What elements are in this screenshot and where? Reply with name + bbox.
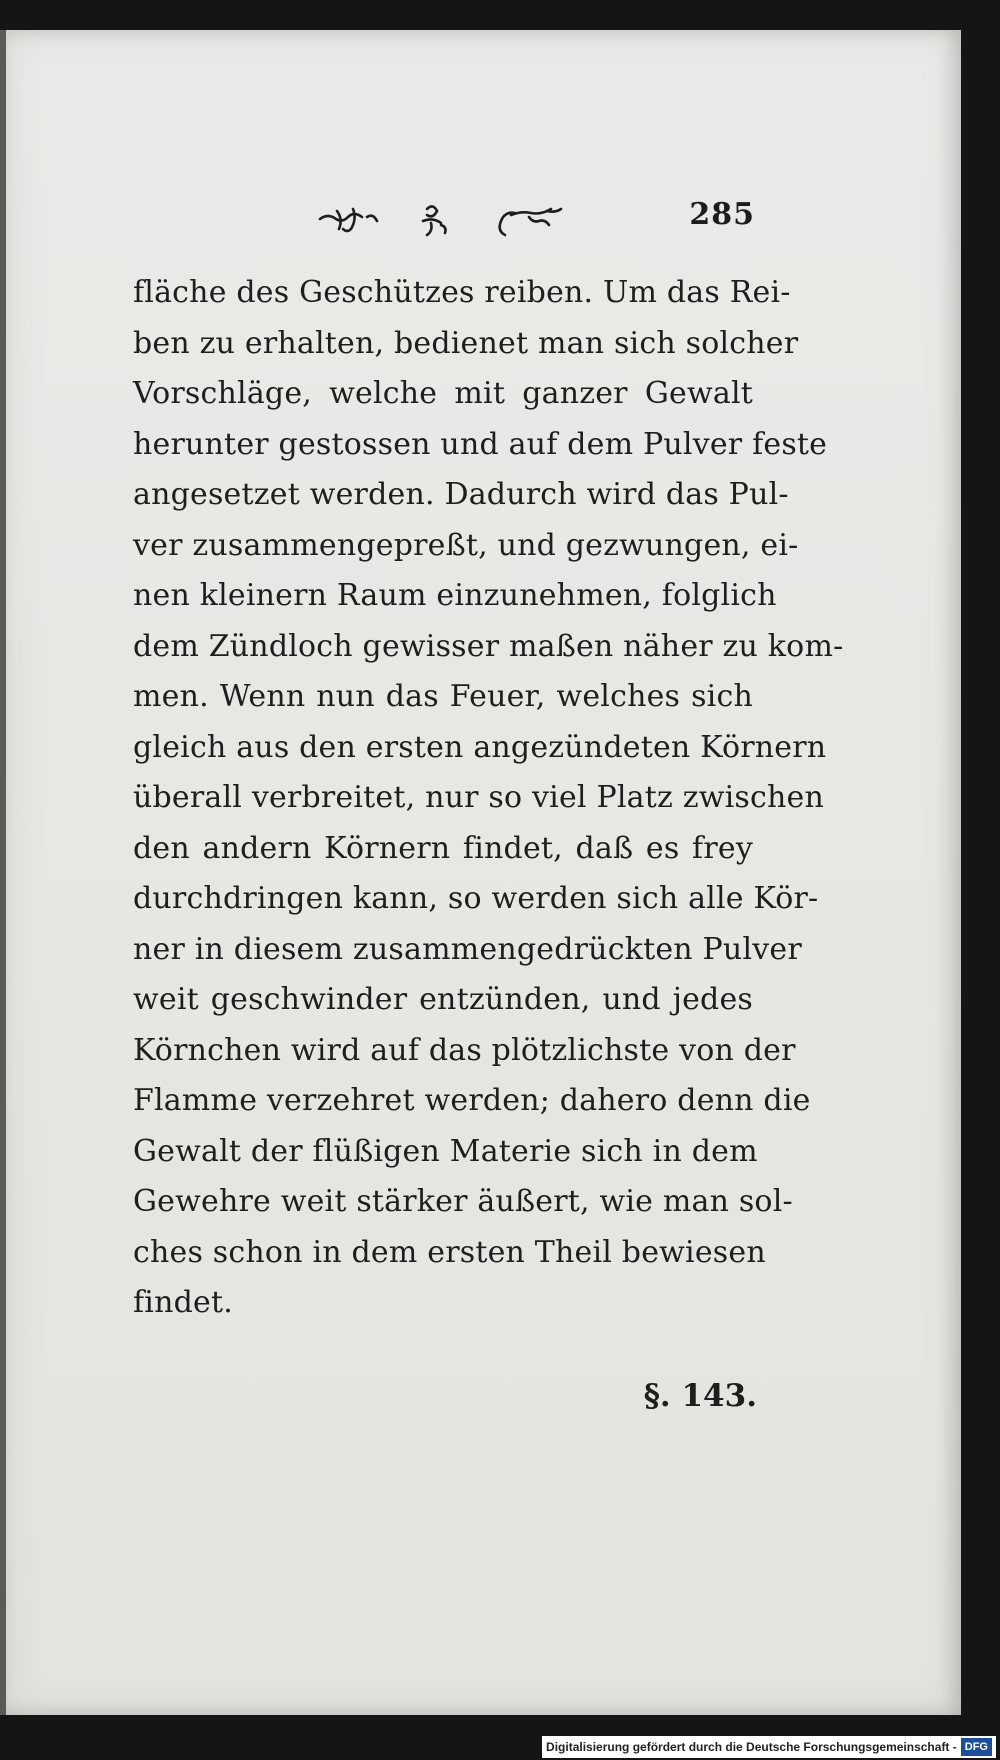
digitization-credit <box>542 1736 996 1758</box>
text-line: fläche des Geschützes reiben. Um das Rei- <box>133 275 791 310</box>
text-line: Vorschläge, welche mit ganzer Gewalt <box>133 376 753 411</box>
text-line: men. Wenn nun das Feuer, welches sich <box>133 679 753 714</box>
text-line: gleich aus den ersten angezündeten Körnern <box>133 729 827 765</box>
ornament-icon <box>315 195 575 239</box>
text-line: dem Zündloch gewisser maßen näher zu kom- <box>133 628 844 664</box>
text-line: Flamme verzehret werden; dahero denn die <box>133 1083 811 1118</box>
text-line: ben zu erhalten, bedienet man sich solcher <box>133 325 799 361</box>
text-line: nen kleinern Raum einzunehmen, folglich <box>133 578 777 613</box>
text-line: durchdringen kann, so werden sich alle Kör- <box>133 881 819 916</box>
dfg-logo: DFG <box>961 1738 992 1756</box>
text-line: Körnchen wird auf das plötzlichste von der <box>133 1032 796 1068</box>
text-line: überall verbreitet, nur so viel Platz zwischen <box>133 780 824 815</box>
text-line: ner in diesem zusammengedrückten Pulver <box>133 931 802 967</box>
page-number: 285 <box>689 197 755 232</box>
credit-text: Digitalisierung gefördert durch die Deutsche Forschungsgemeinschaft - <box>546 1740 957 1754</box>
text-line: Gewehre weit stärker äußert, wie man sol- <box>133 1184 793 1219</box>
body-text <box>133 268 844 1329</box>
text-line: herunter gestossen und auf dem Pulver feste <box>133 426 828 462</box>
text-line: findet. <box>133 1285 233 1320</box>
catchword: §. 143. <box>643 1378 757 1414</box>
text-line: den andern Körnern findet, daß es frey <box>133 830 753 866</box>
text-line: ches schon in dem ersten Theil bewiesen <box>133 1234 766 1270</box>
text-line: Gewalt der flüßigen Materie sich in dem <box>133 1133 758 1169</box>
running-header <box>125 195 755 245</box>
text-line: weit geschwinder entzünden, und jedes <box>133 982 753 1017</box>
text-line: angesetzet werden. Dadurch wird das Pul- <box>133 477 789 512</box>
text-line: ver zusammengepreßt, und gezwungen, ei- <box>133 527 799 563</box>
